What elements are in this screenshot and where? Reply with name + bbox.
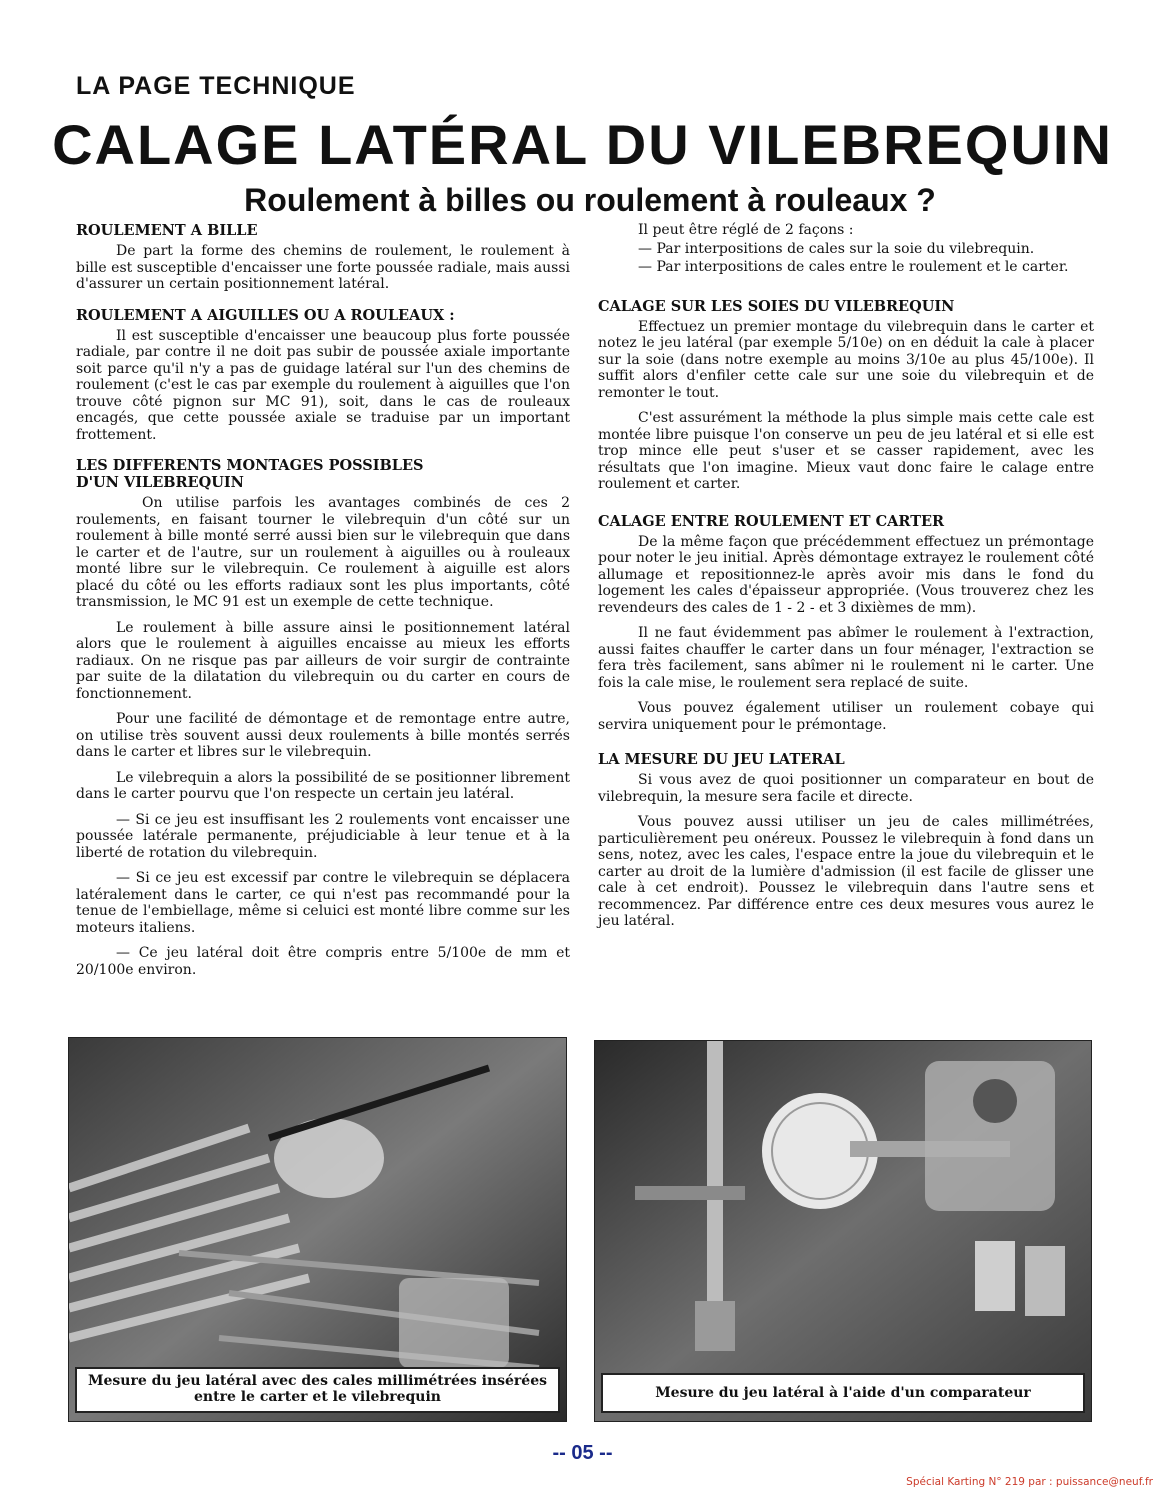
paragraph: Il ne faut évidemment pas abîmer le roulement à l'extraction, aussi faites chauffer le carter dans un four ménager, l'extraction se fera très facilement, sans abîmer ni le roulement ni le carter. Une fois la cale mise, le roulement sera replacé de suite. [598,625,1094,691]
section-mesure-jeu [598,751,1094,930]
paragraph: De la même façon que précédemment effectuez un prémontage pour noter le jeu initial. Après démontage extrayez le roulement côté allumage et repositionnez-le après avoir mis dans le fond du logement les cales d'épaisseur appropriée. (Vous trouverez chez les revendeurs des cales de 1 - 2 - et 3 dixièmes de mm). [598,533,1094,616]
section-roulement-bille [76,222,570,293]
paragraph: Il peut être réglé de 2 façons : [638,222,854,238]
left-column [76,222,570,992]
paragraph: — Si ce jeu est insuffisant les 2 roulements vont encaisser une poussée latérale permanente, préjudiciable à leur tenue et à la liberté de rotation du vilebrequin. [76,811,570,861]
paragraph: — Par interpositions de cales entre le roulement et le carter. [638,259,1069,275]
figure-caption: Mesure du jeu latéral à l'aide d'un comparateur [601,1373,1085,1413]
paragraph: Pour une facilité de démontage et de remontage entre autre, on utilise très souvent aussi deux roulements à bille montés serrés dans le carter et libres sur le vilebrequin. [76,711,570,760]
photo-feeler-gauge [68,1037,567,1422]
paragraph: Si vous avez de quoi positionner un comparateur en bout de vilebrequin, la mesure sera facile et directe. [598,772,1094,805]
section-heading: CALAGE SUR LES SOIES DU VILEBREQUIN [598,297,955,315]
paragraph: Vous pouvez aussi utiliser un jeu de cales millimétrées, particulièrement peu onéreux. Poussez le vilebrequin à fond dans un sens, notez, avec les cales, l'espace entre la joue du vilebrequin et le carter au droit de la lumière d'admission (il est facile de glisser une cale à cet endroit). Poussez le vilebrequin dans l'autre sens et recommencez. Par différence entre ces deux mesures vous aurez le jeu latéral. [598,814,1094,929]
paragraph: — Si ce jeu est excessif par contre le vilebrequin se déplacera latéralement dans le carter, ce qui n'est pas recommandé pour la tenue de l'embiellage, même si celuici est monté libre comme sur les moteurs italiens. [76,870,570,936]
section-heading: LES DIFFERENTS MONTAGES POSSIBLES D'UN VILEBREQUIN [76,457,424,491]
page-number: -- 05 -- [552,1442,613,1464]
section-roulement-aiguilles [76,307,570,444]
photo-dial-indicator [594,1040,1092,1422]
section-calage-soies [598,298,1094,493]
paragraph: C'est assurément la méthode la plus simple mais cette cale est montée libre puisque l'on conserve un peu de jeu latéral et si elle est trop mince elle peut s'user et se casser rapidement, avec les résultats que l'on imagine. Mieux vaut donc faire le calage entre roulement et carter. [598,410,1094,492]
section-montages-possibles [76,457,570,978]
intro-block [598,222,1094,276]
section-kicker: LA PAGE TECHNIQUE [76,72,356,100]
paragraph: Il est susceptible d'encaisser une beaucoup plus forte poussée radiale, par contre il ne doit pas subir de poussée axiale importante soit parce qu'il n'y a pas de guidage latéral sur l'un des chemins de roulement (c'est le cas par exemple du roulement à aiguilles que l'on trouve côté pignon sur MC 91), soit, dans le cas de rouleaux encagés, que cette poussée axiale se traduise par un important frottement. [76,327,570,443]
paragraph: Le vilebrequin a alors la possibilité de se positionner librement dans le carter pourvu que l'on respecte un certain jeu latéral. [76,769,570,802]
section-heading: ROULEMENT A BILLE [76,222,258,239]
figure-caption: Mesure du jeu latéral avec des cales millimétrées insérées entre le carter et le vilebrequin [75,1367,560,1413]
paragraph: De part la forme des chemins de roulement, le roulement à bille est susceptible d'encaisser une forte poussée radiale, mais aussi d'assurer un certain positionnement latéral. [76,243,570,292]
page-subtitle: Roulement à billes ou roulement à rouleaux ? [244,182,936,218]
section-heading: CALAGE ENTRE ROULEMENT ET CARTER [598,512,945,530]
section-heading: ROULEMENT A AIGUILLES OU A ROULEAUX : [76,306,455,324]
paragraph: Effectuez un premier montage du vilebrequin dans le carter et notez le jeu latéral (par exemple 5/10e) on en déduit la cale à placer sur la soie (dans notre exemple au moins 3/10e au plus 45/100e). Il suffit alors d'enfiler cette cale sur une soie du vilebrequin et de remonter le tout. [598,318,1094,401]
paragraph: On utilise parfois les avantages combinés de ces 2 roulements, en faisant tourner le vilebrequin d'un côté sur un roulement à bille monté serré aussi bien sur le vilebrequin que dans le carter et de l'autre, sur un roulement à aiguilles ou à rouleaux monté libre sur le vilebrequin. Ce roulement à aiguille est alors placé du côté ou les efforts radiaux sont les plus importants, côté transmission, le MC 91 est un exemple de cette technique. [76,495,570,610]
paragraph: — Ce jeu latéral doit être compris entre 5/100e de mm et 20/100e environ. [76,945,570,978]
paragraph: Vous pouvez également utiliser un roulement cobaye qui servira uniquement pour le prémontage. [598,700,1094,733]
page-title: CALAGE LATÉRAL DU VILEBREQUIN [52,113,1113,176]
section-heading: LA MESURE DU JEU LATERAL [598,751,845,768]
section-calage-roulement-carter [598,513,1094,734]
paragraph: Le roulement à bille assure ainsi le positionnement latéral alors que le roulement à aiguilles encaisse au mieux les efforts radiaux. On ne risque pas par ailleurs de voir surgir de contrainte par suite de la dilatation du vilebrequin ou du carter en cours de fonctionnement. [76,619,570,702]
right-column [598,222,1094,944]
dial-indicator-illustration [595,1041,1091,1421]
paragraph: — Par interpositions de cales sur la soie du vilebrequin. [638,240,1035,257]
engine-shims-illustration [69,1038,566,1421]
source-credit: Spécial Karting N° 219 par : puissance@neuf.fr [906,1476,1153,1488]
